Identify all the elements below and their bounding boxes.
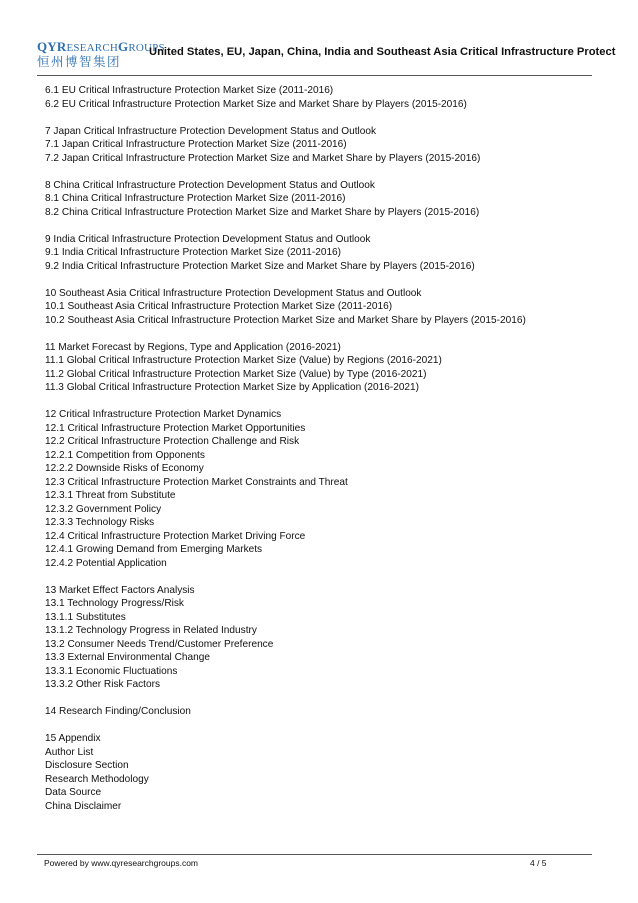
toc-entry: 13.3.1 Economic Fluctuations — [45, 665, 178, 677]
logo-chinese-name: 恒州博智集团 — [37, 54, 122, 69]
toc-entry: 12.3 Critical Infrastructure Protection Market Constraints and Threat — [45, 476, 348, 488]
toc-entry: 12.3.1 Threat from Substitute — [45, 490, 176, 501]
toc-entry: 11 Market Forecast by Regions, Type and Application (2016-2021) — [45, 341, 341, 353]
toc-entry: Data Source — [45, 787, 102, 798]
toc-entry: 13.3.2 Other Risk Factors — [45, 679, 160, 690]
toc-entry: 9 India Critical Infrastructure Protection Development Status and Outlook — [45, 233, 371, 245]
toc-entry: 12.4 Critical Infrastructure Protection Market Driving Force — [45, 530, 306, 542]
toc-entry: 12.4.1 Growing Demand from Emerging Markets — [45, 544, 263, 555]
toc-entry: 13.3 External Environmental Change — [45, 652, 210, 663]
toc-spacer — [45, 165, 605, 179]
toc-entry: 13.2 Consumer Needs Trend/Customer Preference — [45, 638, 274, 650]
qyresearch-logo — [37, 39, 165, 72]
toc-entry: 11.1 Global Critical Infrastructure Protection Market Size (Value) by Regions (2016-2021) — [45, 355, 442, 366]
toc-spacer — [45, 273, 605, 287]
toc-spacer — [45, 327, 605, 341]
toc-entry: 12 Critical Infrastructure Protection Market Dynamics — [45, 409, 282, 420]
toc-entry: Disclosure Section — [45, 760, 129, 771]
toc-entry: 10.1 Southeast Asia Critical Infrastructure Protection Market Size (2011-2016) — [45, 301, 393, 312]
toc-entry: 12.2.2 Downside Risks of Economy — [45, 463, 204, 474]
toc-entry: 14 Research Finding/Conclusion — [45, 706, 191, 717]
toc-entry: 15 Appendix — [45, 733, 101, 744]
toc-entry: Author List — [45, 746, 94, 758]
logo-g: G — [118, 39, 129, 54]
toc-entry: 12.3.2 Government Policy — [45, 503, 162, 515]
logo-wordmark — [37, 40, 165, 55]
toc-entry: 13.1.1 Substitutes — [45, 611, 126, 623]
toc-spacer — [45, 719, 605, 733]
document-title: United States, EU, Japan, China, India and Southeast Asia Critical Infrastructure Protect — [149, 46, 616, 58]
logo-initial: QY — [37, 39, 57, 54]
toc-entry: 11.2 Global Critical Infrastructure Protection Market Size (Value) by Type (2016-2021) — [45, 368, 427, 380]
toc-entry: 13 Market Effect Factors Analysis — [45, 584, 195, 596]
toc-entry: 8.2 China Critical Infrastructure Protection Market Size and Market Share by Players (2015-2016) — [45, 206, 480, 218]
toc-entry: 9.2 India Critical Infrastructure Protection Market Size and Market Share by Players (2015-2016) — [45, 260, 475, 272]
toc-entry: 9.1 India Critical Infrastructure Protection Market Size (2011-2016) — [45, 247, 342, 258]
toc-entry: 12.4.2 Potential Application — [45, 557, 167, 569]
logo-roups: ROUPS — [128, 42, 165, 54]
toc-entry: 10 Southeast Asia Critical Infrastructure Protection Development Status and Outlook — [45, 287, 422, 299]
toc-entry: 7.2 Japan Critical Infrastructure Protection Market Size and Market Share by Players (2015-2016) — [45, 152, 481, 164]
toc-entry: 12.2 Critical Infrastructure Protection Challenge and Risk — [45, 436, 300, 447]
toc-entry: 12.3.3 Technology Risks — [45, 517, 155, 528]
toc-spacer — [45, 692, 605, 706]
logo-esearch: ESEARCH — [66, 42, 119, 54]
page-header — [37, 40, 638, 74]
toc-entry: 12.1 Critical Infrastructure Protection Market Opportunities — [45, 422, 306, 434]
footer-page-number: 4 / 5 — [530, 858, 547, 868]
logo-r: R — [56, 39, 67, 54]
toc-entry: China Disclaimer — [45, 800, 122, 812]
toc-spacer — [45, 570, 605, 584]
toc-spacer — [45, 111, 605, 125]
footer-powered-by: Powered by www.qyresearchgroups.com — [44, 858, 199, 868]
toc-spacer — [45, 219, 605, 233]
toc-entry: 11.3 Global Critical Infrastructure Protection Market Size by Application (2016-2021) — [45, 382, 420, 393]
toc-entry: 7.1 Japan Critical Infrastructure Protection Market Size (2011-2016) — [45, 139, 347, 150]
footer-divider — [37, 854, 592, 855]
toc-entry: 13.1 Technology Progress/Risk — [45, 598, 184, 609]
toc-entry: Research Methodology — [45, 773, 149, 785]
toc-entry: 10.2 Southeast Asia Critical Infrastructure Protection Market Size and Market Share by Players (2015-2016) — [45, 314, 526, 326]
toc-entry: 13.1.2 Technology Progress in Related Industry — [45, 625, 257, 636]
toc-entry: 8 China Critical Infrastructure Protection Development Status and Outlook — [45, 179, 375, 191]
toc-entry: 8.1 China Critical Infrastructure Protection Market Size (2011-2016) — [45, 193, 346, 204]
toc-entry: 6.2 EU Critical Infrastructure Protection Market Size and Market Share by Players (2015-2016) — [45, 98, 467, 110]
toc-entry: 12.2.1 Competition from Opponents — [45, 449, 205, 461]
toc-entry: 6.1 EU Critical Infrastructure Protection Market Size (2011-2016) — [45, 85, 334, 96]
toc-entry: 7 Japan Critical Infrastructure Protection Development Status and Outlook — [45, 125, 377, 137]
table-of-contents — [45, 84, 605, 813]
header-divider — [37, 75, 592, 76]
toc-spacer — [45, 395, 605, 409]
